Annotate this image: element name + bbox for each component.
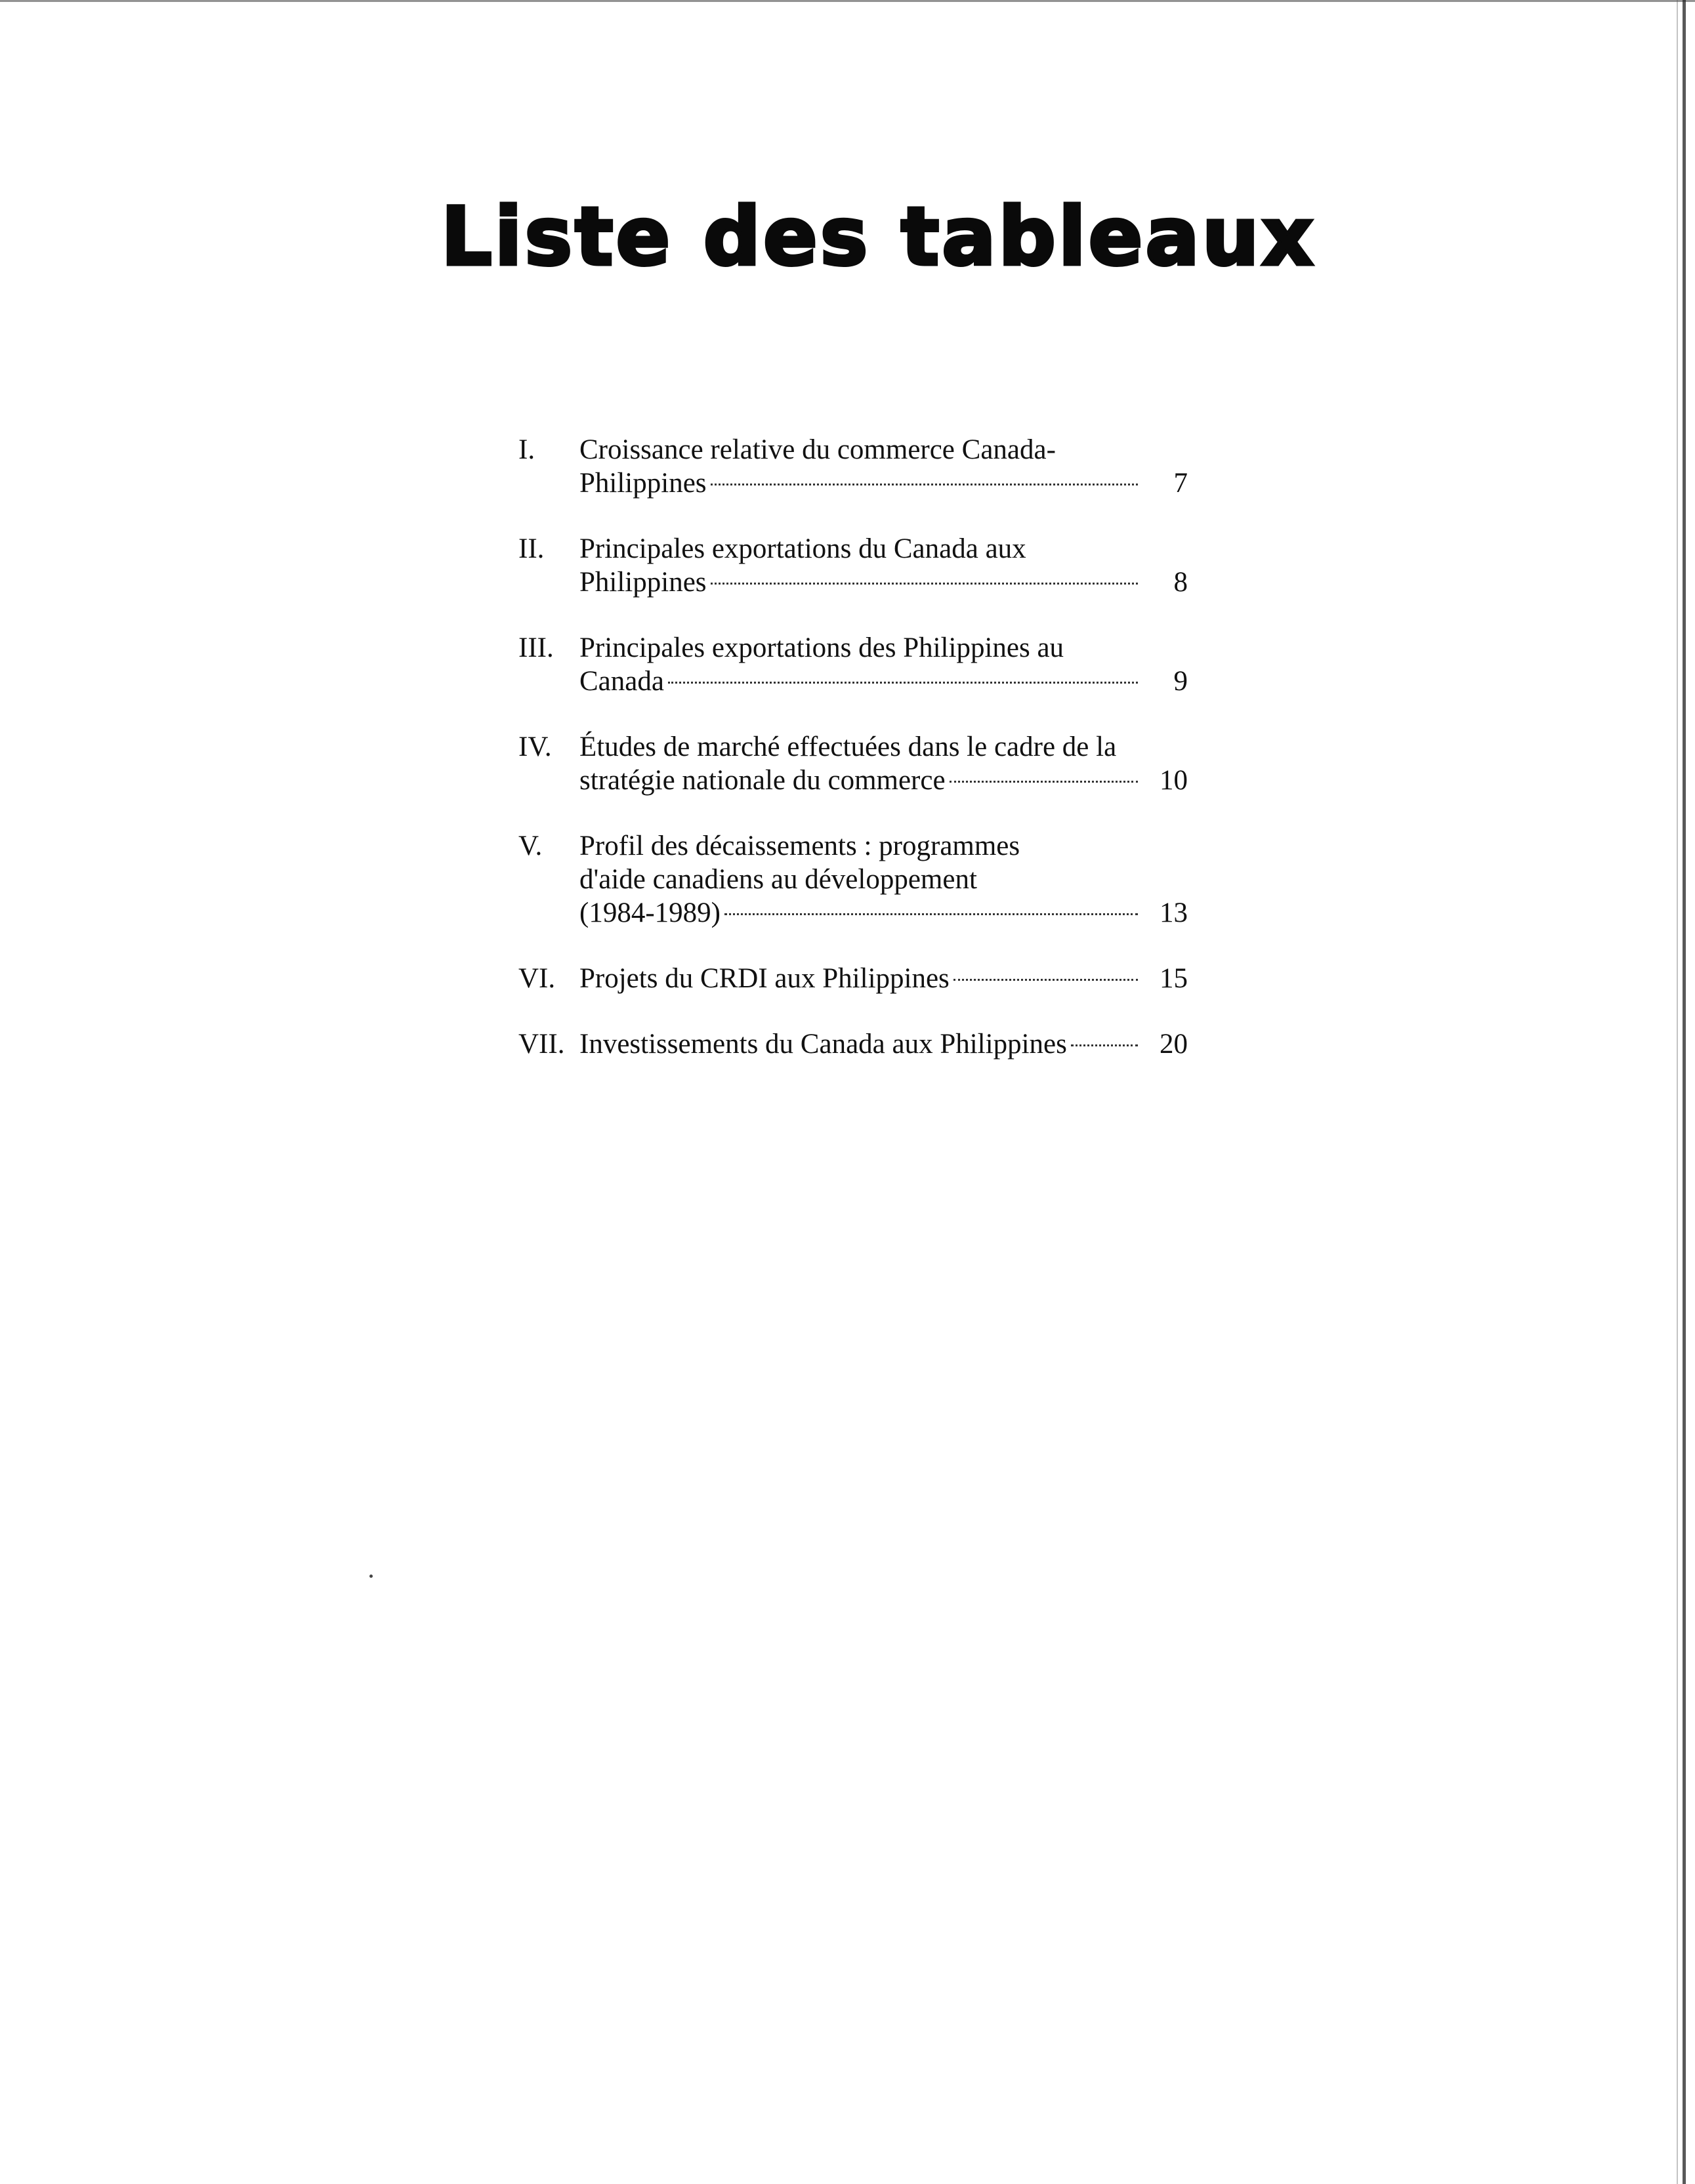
toc-entry-title bbox=[579, 1027, 1188, 1061]
toc-dot-leader bbox=[950, 781, 1138, 783]
toc-entry-numeral: I. bbox=[518, 434, 535, 465]
toc-entry-title-line: Principales exportations du Canada aux bbox=[579, 533, 1026, 564]
toc-entry-numeral: II. bbox=[518, 533, 545, 564]
toc-entry[interactable] bbox=[518, 1027, 1188, 1061]
toc-entry-title-line: Projets du CRDI aux Philippines bbox=[579, 963, 950, 994]
toc-entry-title bbox=[579, 962, 1188, 995]
toc-entry[interactable] bbox=[518, 532, 1188, 599]
toc-entry-last-line bbox=[579, 764, 1188, 797]
toc-entry-page: 20 bbox=[1160, 1029, 1188, 1060]
page-top-edge bbox=[0, 0, 1695, 2]
page-right-edge bbox=[1683, 0, 1686, 2184]
toc-dot-leader bbox=[711, 484, 1138, 485]
toc-entry-last-line bbox=[579, 665, 1188, 698]
toc-entry-title-line: Profil des décaissements : programmes bbox=[579, 831, 1020, 861]
toc-entry-page: 13 bbox=[1160, 897, 1188, 928]
page-right-edge-shadow bbox=[1677, 0, 1678, 2184]
toc-entry-title-line: Croissance relative du commerce Canada- bbox=[579, 434, 1056, 465]
toc-dot-leader bbox=[724, 913, 1138, 915]
toc-entry[interactable] bbox=[518, 962, 1188, 995]
toc-dot-leader bbox=[953, 979, 1138, 981]
toc-entry-page: 7 bbox=[1173, 468, 1188, 499]
toc-entry-numeral: VI. bbox=[518, 963, 556, 994]
toc-entry-title bbox=[579, 829, 1188, 930]
toc-entry-last-line bbox=[579, 962, 1188, 995]
toc-entry-page: 15 bbox=[1160, 963, 1188, 994]
toc-entry-title-line: Philippines bbox=[579, 468, 707, 499]
toc-entry-title bbox=[579, 631, 1188, 698]
toc-entry-numeral: IV. bbox=[518, 731, 552, 762]
toc-entry-last-line bbox=[579, 1027, 1188, 1061]
toc-entry-numeral: V. bbox=[518, 831, 543, 861]
toc-entry-title-line: (1984-1989) bbox=[579, 897, 721, 928]
toc-entry-title bbox=[579, 433, 1188, 500]
toc-entry[interactable] bbox=[518, 829, 1188, 930]
toc-dot-leader bbox=[711, 583, 1138, 585]
toc-entry-numeral: III. bbox=[518, 632, 554, 663]
toc-entry-last-line bbox=[579, 466, 1188, 500]
toc-entry-title-line: Principales exportations des Philippines au bbox=[579, 632, 1064, 663]
toc-entry-title-line: Études de marché effectuées dans le cadre de la bbox=[579, 731, 1117, 762]
toc-entry-title-line: Investissements du Canada aux Philippines bbox=[579, 1029, 1067, 1060]
toc-entry-title-line: Canada bbox=[579, 666, 664, 697]
toc-dot-leader bbox=[668, 682, 1138, 684]
toc-entry-title-line: Philippines bbox=[579, 567, 707, 598]
toc-entry-title-line: stratégie nationale du commerce bbox=[579, 765, 946, 796]
toc-entry-page: 9 bbox=[1173, 666, 1188, 697]
scan-speck bbox=[369, 1575, 373, 1578]
table-list bbox=[518, 433, 1188, 1093]
toc-entry-page: 10 bbox=[1160, 765, 1188, 796]
toc-entry-last-line bbox=[579, 566, 1188, 599]
toc-entry[interactable] bbox=[518, 730, 1188, 797]
toc-entry-title-line: d'aide canadiens au développement bbox=[579, 864, 977, 895]
toc-entry-last-line bbox=[579, 896, 1188, 930]
toc-entry-title bbox=[579, 730, 1188, 797]
toc-entry-numeral: VII. bbox=[518, 1029, 565, 1060]
page-title: Liste des tableaux bbox=[441, 190, 1316, 283]
toc-entry[interactable] bbox=[518, 631, 1188, 698]
toc-entry-page: 8 bbox=[1173, 567, 1188, 598]
toc-entry[interactable] bbox=[518, 433, 1188, 500]
toc-entry-title bbox=[579, 532, 1188, 599]
toc-dot-leader bbox=[1071, 1044, 1138, 1046]
